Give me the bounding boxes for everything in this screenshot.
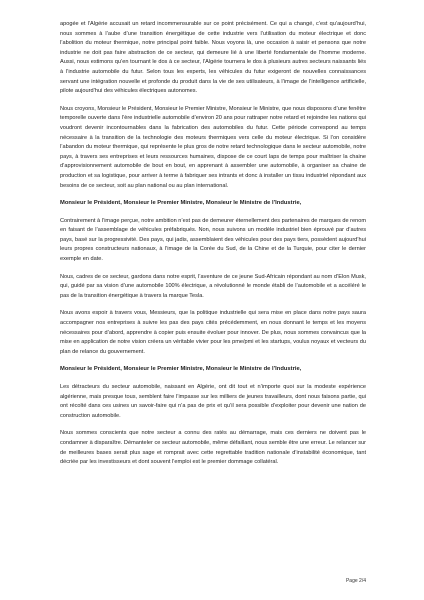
paragraph-5: Nous avons espoir à travers vous, Messieurs, que la politique industrielle qui sera mise en place dans notre pays saura accompagner nos entreprises à suivre les pas des pays cités précédemment, en nous donnant le temps et les moyens nécessaires pour d’abord, apprendre à copier puis ensuite évoluer pour innover. De plus, nous sommes convaincus que la mise en application de notre vision créera un véritable vivier pour les pme/pmi et les startups, voulus noyaux et vecteurs du plan de relance du gouvernement.: [60, 310, 366, 355]
paragraph-2: Nous croyons, Monsieur le Président, Monsieur le Premier Ministre, Monsieur le Ministre, que nous disposons d’une fenêtre temporelle ouverte dans l’ère industrielle automobile d’environ 20 ans pour rattraper notre retard et rejoindre les nations qui voudront devenir incontournables dans la fabrication des automobiles du futur. Cette période correspond au temps nécessaire à la transition de la technologie des moteurs thermiques vers celle du moteur électrique. Si l’on considère l’abandon du moteur thermique, qui représente le plus gros de notre retard technologique dans le secteur automobile, notre pays, à travers ses entreprises et leurs ressources humaines, dispose de ce court laps de temps pour maîtriser la chaine d’approvisionnement automobile de bout en bout, en apprenant à assembler une automobile, à organiser sa chaine de production et sa logistique, pour arriver à terme à fabriquer ses intrants et donc à installer un tissu industriel répondant aux besoins de ce secteur, soit au plan national ou au plan international.: [60, 105, 366, 189]
section-heading-2: Monsieur le Président, Monsieur le Premier Ministre, Monsieur le Ministre de l’Industrie,: [60, 366, 302, 373]
paragraph-1: apogée et l’Algérie accusait un retard incommensurable sur ce point précisément. Ce qui a changé, c’est qu’aujourd’hui, nous sommes à l’aube d’une transition énergétique de cette industrie vers l’utilisation du moteur électrique et donc l’abolition du moteur thermique, notre principal point faible. Nous voyons là, une occasion à saisir et pensons que notre industrie ne doit pas faire abstraction de ce secteur, qui demeure lié à une liberté fondamentale de l’homme moderne. Aussi, nous estimons qu’en tournant le dos à ce secteur, l’Algérie tournera le dos à plusieurs autres secteurs naissants liés à l’industrie automobile du futur. Selon tous les experts, les véhicules du futur exigeront de nouvelles connaissances servant une intégration nouvelle et profonde du produit dans la vie de ses utilisateurs, à l’image de l’intelligence artificielle, pilote aujourd’hui des véhicules électriques autonomes.: [60, 21, 366, 95]
paragraph-4: Nous, cadres de ce secteur, gardons dans notre esprit, l’aventure de ce jeune Sud-Africain répondant au nom d’Elon Musk, qui, guidé par sa vision d’une automobile 100% électrique, a révolutionné le monde établi de l’automobile et a accéléré le pas de la transition énergétique à travers la marque Tesla.: [60, 273, 366, 299]
document-body: [60, 20, 366, 476]
paragraph-3: Contrairement à l’image perçue, notre ambition n’est pas de demeurer éternellement des partenaires de marques de renom en faisant de l’assemblage de véhicules préfabriqués. Non, nous suivons un modèle industriel bien éprouvé par d’autres pays, basé sur la progressivité. Des pays, qui jadis, assemblaient des véhicules pour des pays tiers, possèdent aujourd’hui leurs propres constructeurs nationaux, à l’image de la Corée du Sud, de la Chine et de la Turquie, pour citer le dernier exemple en date.: [60, 217, 366, 263]
page-number: Page 2/4: [345, 578, 366, 584]
paragraph-6: Les détracteurs du secteur automobile, naissant en Algérie, ont dit tout et n’importe quoi sur la modeste expérience algérienne, mais presque tous, semblent faire l’impasse sur les milliers de jeunes travailleurs, dont nous faisons partie, qui ont récolté dans ces usines un savoir-faire qui n’a pas de prix et qu’il sera possible d’exploiter pour devenir une nation de construction automobile.: [60, 384, 366, 419]
paragraph-7: Nous sommes conscients que notre secteur a connu des ratés au démarrage, mais ces derniers ne doivent pas le condamner à disparaître. Démanteler ce secteur automobile, même défaillant, nous semble être une erreur. Le relancer sur de meilleures bases serait plus sage et romprait avec cette regrettable tradition nationale d’instabilité économique, tant décriée par les investisseurs et dont souvent l’emploi est le premier dommage collatéral.: [60, 430, 366, 466]
section-heading-1: Monsieur le Président, Monsieur le Premier Ministre, Monsieur le Ministre de l’Industrie,: [60, 200, 302, 207]
